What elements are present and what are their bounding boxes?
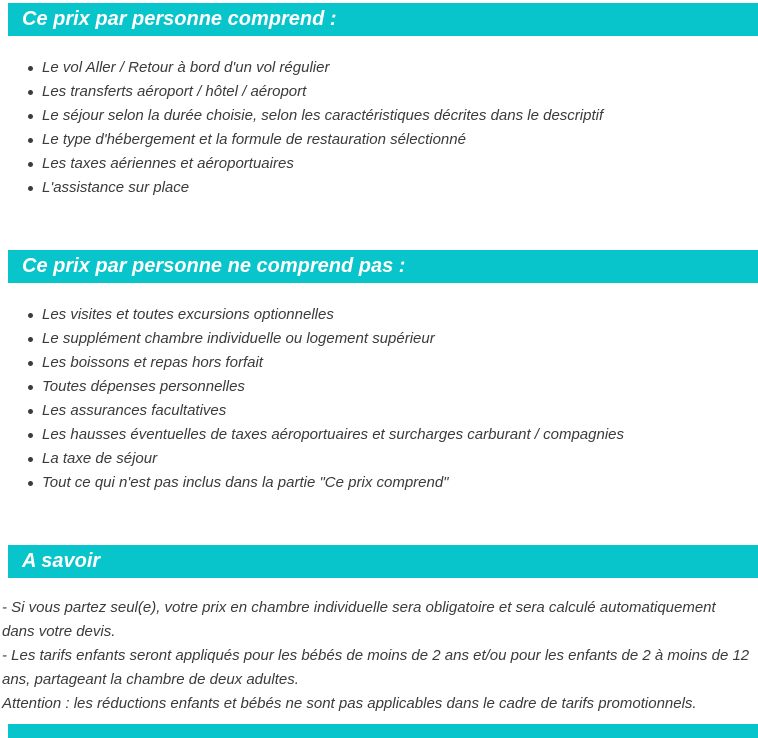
list-item: Les taxes aériennes et aéroportuaires <box>28 152 738 176</box>
good-to-know-notes <box>0 578 758 716</box>
section-title-price-excludes: Ce prix par personne ne comprend pas : <box>22 255 406 277</box>
note-paragraph: - Les tarifs enfants seront appliqués pour les bébés de moins de 2 ans et/ou pour les enfants de 2 à moins de 12 ans, partageant la chambre de deux adultes. <box>2 647 750 688</box>
list-item: Le séjour selon la durée choisie, selon les caractéristiques décrites dans le descriptif <box>28 104 738 128</box>
list-item: Le supplément chambre individuelle ou logement supérieur <box>28 327 738 351</box>
price-includes-list <box>0 36 758 200</box>
list-item: Le vol Aller / Retour à bord d'un vol régulier <box>28 56 738 80</box>
list-item: Les assurances facultatives <box>28 399 738 423</box>
price-excludes-list <box>0 283 758 495</box>
note-paragraph: - Si vous partez seul(e), votre prix en chambre individuelle sera obligatoire et sera calculé automatiquement dans votre devis. <box>2 599 716 640</box>
list-item: Les boissons et repas hors forfait <box>28 351 738 375</box>
section-header-price-excludes <box>8 250 758 283</box>
list-item: Toutes dépenses personnelles <box>28 375 738 399</box>
bottom-divider-bar <box>8 724 758 738</box>
list-item: Les transferts aéroport / hôtel / aéroport <box>28 80 738 104</box>
list-item: Les visites et toutes excursions optionnelles <box>28 303 738 327</box>
list-item: Les hausses éventuelles de taxes aéroportuaires et surcharges carburant / compagnies <box>28 423 738 447</box>
note-paragraph: Attention : les réductions enfants et bébés ne sont pas applicables dans le cadre de tarifs promotionnels. <box>2 695 697 712</box>
section-header-good-to-know <box>8 545 758 578</box>
list-item: La taxe de séjour <box>28 447 738 471</box>
section-header-price-includes <box>8 3 758 36</box>
list-item: L'assistance sur place <box>28 176 738 200</box>
section-title-good-to-know: A savoir <box>22 550 101 572</box>
list-item: Le type d'hébergement et la formule de restauration sélectionné <box>28 128 738 152</box>
section-title-price-includes: Ce prix par personne comprend : <box>22 8 337 30</box>
list-item: Tout ce qui n'est pas inclus dans la partie "Ce prix comprend" <box>28 471 738 495</box>
